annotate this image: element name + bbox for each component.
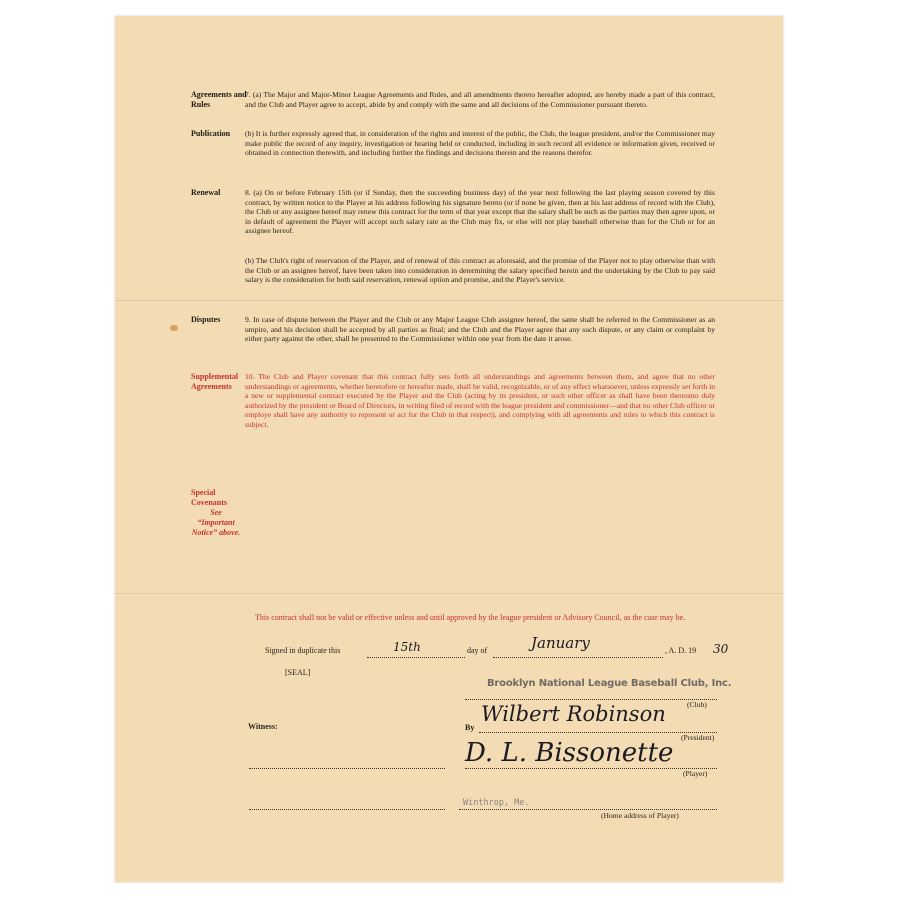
club-caption: (Club)	[687, 700, 707, 709]
label-agreements-rules: Agreements and Rules	[191, 90, 247, 109]
fold-line	[115, 300, 783, 303]
label-supplemental-agreements: Supplemental Agreements	[191, 372, 239, 391]
day-value: 15th	[393, 640, 421, 654]
special-covenants-label: Special Covenants	[191, 488, 228, 507]
player-line	[465, 768, 717, 769]
home-address-line	[459, 809, 717, 810]
day-line	[367, 657, 465, 658]
witness-label: Witness:	[248, 722, 278, 731]
player-caption: (Player)	[683, 769, 708, 778]
paragraph-8a: 8. (a) On or before February 15th (or if Sunday, then the succeeding business day) of the year next following the last playing season covered by this contract, by written notice to the Player at his address following his signature hereto (or if none be given, then at his last address of record with the Club), the Club or any assignee hereof may renew this contract for the term of that year except that the salary shall be such as the parties may then agree upon, or in default of agreement the Player will accept such salary rate as the Club may fix, or else will not play baseball otherwise than for the Club or for an assignee hereof.	[245, 188, 715, 236]
label-renewal: Renewal	[191, 188, 221, 197]
witness-line	[249, 768, 445, 769]
month-value: January	[531, 634, 590, 652]
year-label: , A. D. 19	[665, 646, 697, 655]
special-covenants	[191, 488, 247, 538]
fold-line	[115, 593, 783, 596]
witness-line-2	[249, 809, 445, 810]
paragraph-7a: 7. (a) The Major and Major-Minor League Agreements and Rules, and all amendments thereto hereafter adopted, are hereby made a part of this contract, and the Club and Player agree to accept, abide by and comply with the same and all decisions of the Commissioner pursuant thereto.	[245, 90, 715, 109]
label-publication: Publication	[191, 129, 231, 138]
home-caption: (Home address of Player)	[601, 811, 679, 820]
by-label: By	[465, 723, 475, 732]
seal-label: [SEAL]	[285, 668, 311, 677]
month-line	[493, 657, 663, 658]
special-covenants-note: See “Important Notice” above.	[191, 508, 241, 537]
paragraph-7b: (b) It is further expressly agreed that, in consideration of the rights and interest of the public, the Club, the league president, and/or the Commissioner may make public the record of any inquiry, investigation or hearing held or conducted, including in such record all evidence or information given, received or obtained in connection therewith, and including further the findings and decisions therein and the reasons therefor.	[245, 129, 715, 158]
club-line	[465, 699, 717, 700]
signed-prefix: Signed in duplicate this	[265, 646, 341, 655]
club-stamp: Brooklyn National League Baseball Club, Inc.	[487, 678, 732, 689]
president-signature: Wilbert Robinson	[481, 702, 666, 726]
day-of-label: day of	[467, 646, 488, 655]
paragraph-9: 9. In case of dispute between the Player and the Club or any Major League Club assignee hereof, the same shall be referred to the Commissioner as an umpire, and his decision shall be accepted by all parties as final; and the Club and the Player agree that any such dispute, or any claim or complaint by either party against the other, shall be presented to the Commissioner within one year from the date it arose.	[245, 315, 715, 344]
player-signature: D. L. Bissonette	[465, 738, 674, 768]
year-value: 30	[713, 642, 729, 656]
paragraph-8b: (b) The Club's right of reservation of the Player, and of renewal of this contract as aforesaid, and the promise of the Player not to play otherwise than with the Club or an assignee hereof, have been taken into consideration in determining the salary specified herein and the undertaking by the Club to pay said salary is the consideration for both said reservation, renewal option and promise, and the Player's service.	[245, 256, 715, 285]
paragraph-10: 10. The Club and Player covenant that this contract fully sets forth all understandings and agreements between them, and agree that no other understandings or agreements, whether heretofore or hereafter made, shall be valid, recognizable, or of any effect whatsoever, unless expressly set forth in a new or supplemental contract executed by the Player and the Club (acting by its president, or such other officer as shall have been thereunto duly authorized by the president or Board of Directors, in writing filed of record with the league president and commissioner—and that no other Club officer or employe shall have any authority to represent or act for the Club in that respect), and complying with all agreements and rules to which this contract is subject.	[245, 372, 715, 429]
president-caption: (President)	[681, 733, 715, 742]
validity-note: This contract shall not be valid or effective unless and until approved by the league president or Advisory Council, as the case may be.	[255, 613, 686, 622]
contract-page	[115, 16, 783, 882]
label-disputes: Disputes	[191, 315, 221, 324]
home-address: Winthrop, Me.	[463, 798, 530, 808]
punch-hole	[170, 325, 178, 331]
